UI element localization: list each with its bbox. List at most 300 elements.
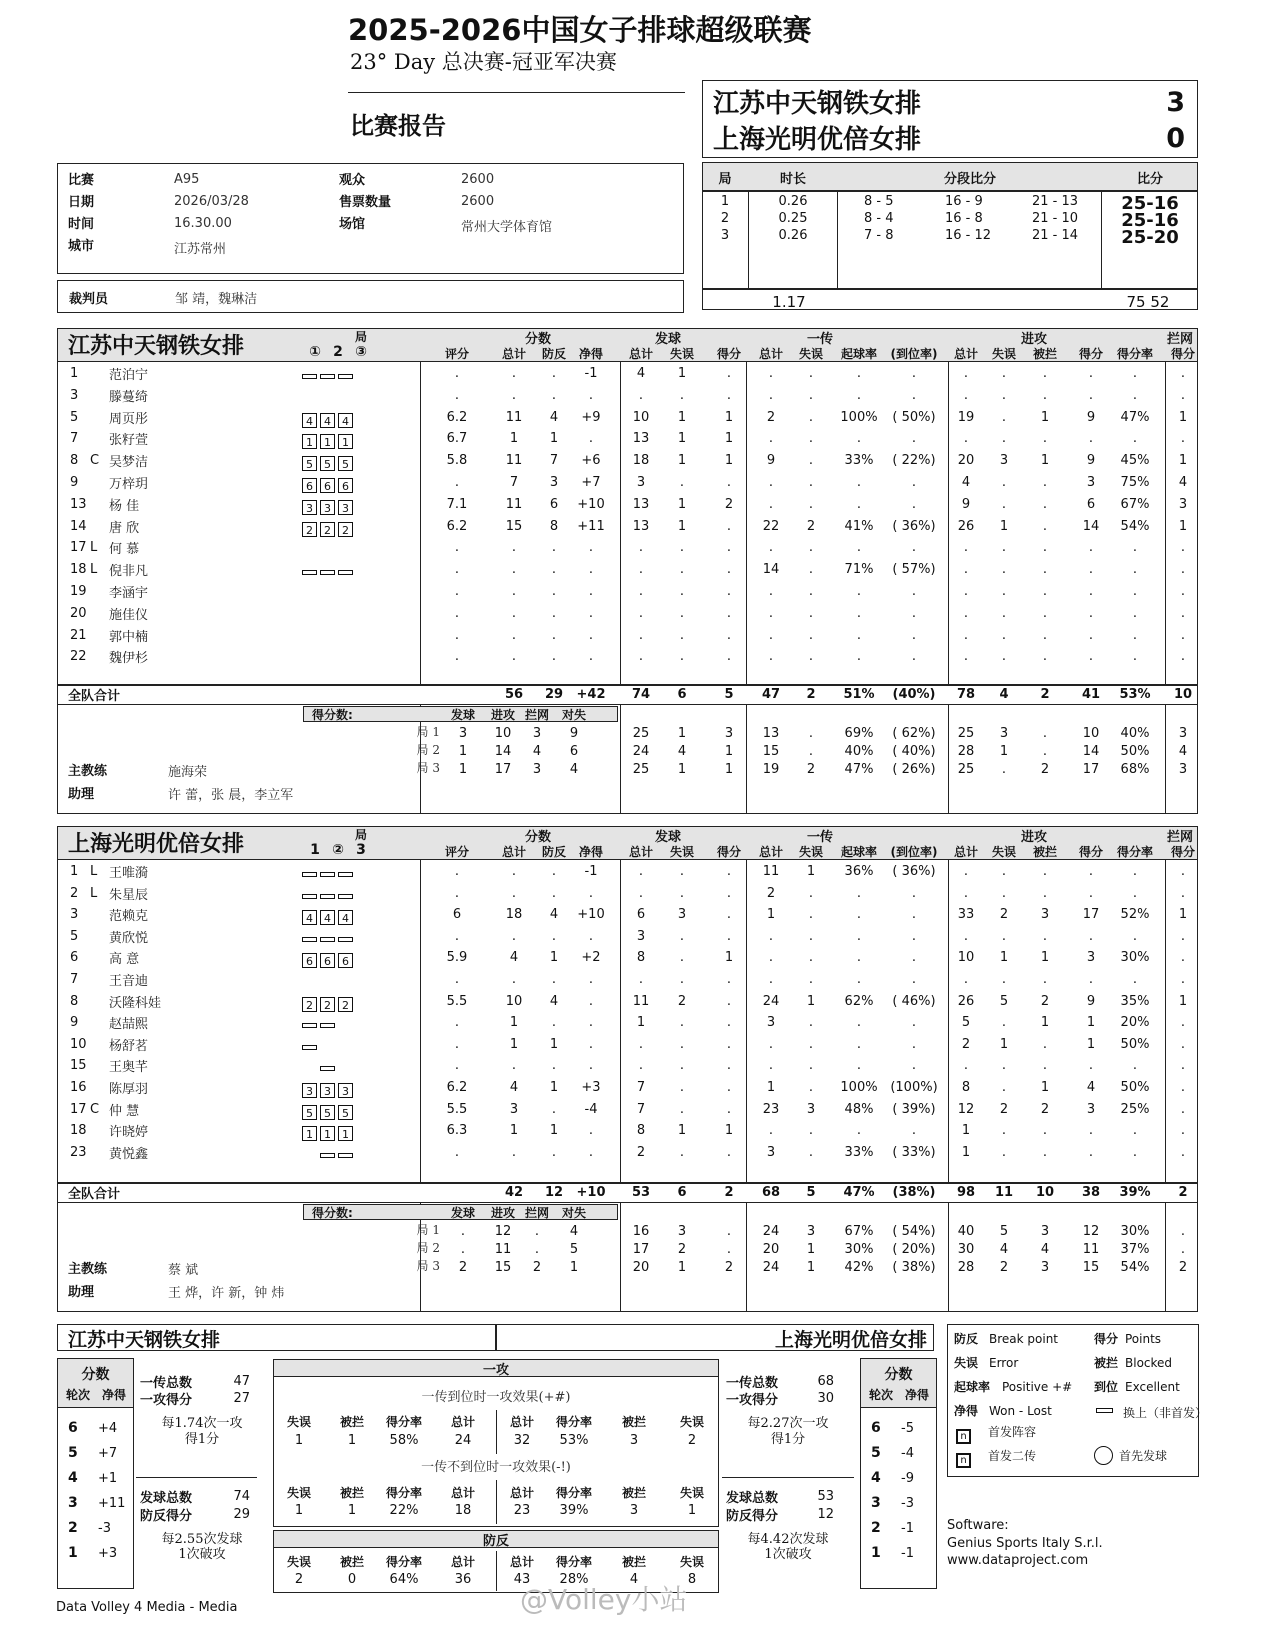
home-col-head: 得分 bbox=[1078, 347, 1103, 361]
away-total-label: 全队合计 bbox=[68, 1187, 121, 1202]
home-col-head: (到位率) bbox=[890, 347, 938, 361]
stat-cell: . bbox=[1042, 387, 1048, 403]
stat-cell: . bbox=[454, 475, 460, 490]
stat-cell: . bbox=[1180, 972, 1186, 987]
page-title: 2025-2026中国女子排球超级联赛 bbox=[348, 13, 812, 47]
player-number: 17 bbox=[70, 1101, 87, 1117]
home-col-head: 失误 bbox=[798, 347, 823, 361]
fa-head-right: 失误 bbox=[679, 1415, 704, 1429]
set-score: 25-20 bbox=[1121, 227, 1179, 248]
starting-position-box: 4 bbox=[338, 413, 353, 428]
stat-cell: . bbox=[911, 928, 917, 944]
stat-cell: 10 bbox=[632, 409, 650, 425]
stat-cell: . bbox=[911, 972, 917, 987]
info-value2: 2600 bbox=[461, 194, 495, 209]
stat-cell: . bbox=[1001, 627, 1007, 643]
stat-cell: . bbox=[1180, 366, 1186, 381]
stat-cell: . bbox=[638, 649, 644, 665]
stat-cell: . bbox=[808, 540, 814, 556]
set-stat-cell: 13 bbox=[762, 726, 780, 741]
substitute-icon bbox=[302, 1023, 317, 1028]
set-stat-cell: . bbox=[1042, 744, 1048, 759]
player-name: 王音迪 bbox=[109, 974, 149, 989]
software-url[interactable]: www.dataproject.com bbox=[947, 1553, 1089, 1568]
stat-cell: . bbox=[551, 649, 557, 665]
scoreby-cell: 1 bbox=[458, 762, 468, 777]
stat-cell: . bbox=[551, 1015, 557, 1031]
stat-cell: . bbox=[911, 540, 917, 556]
stat-cell: 1 bbox=[1178, 453, 1188, 469]
player-name: 施佳仪 bbox=[109, 607, 149, 623]
total-cell: +42 bbox=[576, 687, 606, 702]
stat-cell: 18 bbox=[632, 453, 650, 469]
starting-position-box: 4 bbox=[338, 910, 353, 925]
player-number: 17 bbox=[70, 540, 87, 556]
home-rec-total-label: 一传总数 bbox=[140, 1376, 193, 1391]
set-stat-cell: 2 bbox=[1040, 762, 1050, 777]
stat-cell: . bbox=[963, 627, 969, 643]
stat-cell: 1 bbox=[1040, 950, 1050, 966]
away-col-group-block: 拦网 bbox=[1166, 830, 1193, 845]
stat-cell: . bbox=[551, 1144, 557, 1160]
column-divider bbox=[420, 860, 421, 1182]
stat-cell: 6 bbox=[1086, 496, 1096, 512]
stat-cell: 1 bbox=[636, 1015, 646, 1031]
home-fa-label: 一攻得分 bbox=[140, 1393, 193, 1408]
stat-cell: . bbox=[768, 540, 774, 556]
stat-cell: . bbox=[768, 387, 774, 403]
stat-cell: . bbox=[856, 627, 862, 643]
scoreby-head: 对失 bbox=[561, 708, 586, 722]
stat-cell: . bbox=[1001, 1015, 1007, 1031]
player-number: 18 bbox=[70, 1123, 87, 1139]
stat-cell: . bbox=[679, 387, 685, 403]
stat-cell: 2 bbox=[1040, 993, 1050, 1009]
starting-position-box: 3 bbox=[338, 500, 353, 515]
stat-cell: . bbox=[768, 584, 774, 599]
stat-cell: . bbox=[588, 928, 594, 944]
column-divider bbox=[746, 1202, 747, 1312]
stat-cell: . bbox=[1042, 627, 1048, 643]
away-sets-won: 0 bbox=[1166, 123, 1185, 154]
stat-cell: 5.5 bbox=[446, 993, 468, 1009]
stat-cell: 1 bbox=[724, 453, 734, 469]
set-duration: 0.26 bbox=[778, 194, 808, 209]
away-tr-label: 防反得分 bbox=[726, 1509, 779, 1524]
column-divider bbox=[620, 704, 621, 814]
scoreby-cell: . bbox=[534, 1242, 540, 1257]
away-rec-total: 68 bbox=[817, 1374, 834, 1389]
set-stat-cell: 37% bbox=[1120, 1242, 1150, 1257]
set-stat-cell: 5 bbox=[999, 1224, 1009, 1239]
player-name: 黄悦鑫 bbox=[109, 1146, 149, 1162]
set-stat-cell: 25 bbox=[632, 762, 650, 777]
stat-cell: . bbox=[1042, 496, 1048, 512]
total-cell: 4 bbox=[999, 687, 1009, 702]
stat-cell: . bbox=[1001, 540, 1007, 556]
rotation-net: -1 bbox=[901, 1546, 914, 1561]
stat-cell: . bbox=[1088, 540, 1094, 556]
stat-cell: 6.2 bbox=[446, 409, 468, 425]
player-set-positions bbox=[302, 907, 356, 926]
tr-head-left: 总计 bbox=[450, 1555, 475, 1569]
set-stat-cell: 2 bbox=[724, 1260, 734, 1275]
away-total-top-line bbox=[57, 1182, 1198, 1184]
tr-head-left: 失误 bbox=[286, 1555, 311, 1569]
stat-cell: 4 bbox=[961, 475, 971, 490]
tr-cell-left: 36 bbox=[454, 1572, 472, 1587]
stat-cell: . bbox=[1042, 649, 1048, 665]
stat-cell: 1 bbox=[677, 1123, 687, 1139]
stat-cell: 24 bbox=[762, 993, 780, 1009]
stat-cell: 26 bbox=[957, 518, 975, 534]
home-col-head: 失误 bbox=[669, 347, 694, 361]
home-col-head: 得分 bbox=[1170, 347, 1195, 361]
stat-cell: +11 bbox=[577, 518, 605, 534]
stat-cell: . bbox=[808, 431, 814, 447]
stat-cell: . bbox=[963, 584, 969, 599]
player-number: 7 bbox=[70, 972, 79, 987]
stat-cell: . bbox=[726, 518, 732, 534]
tr-cell-right: 8 bbox=[687, 1572, 697, 1587]
home-set-mark: ③ bbox=[355, 344, 367, 360]
player-set-positions bbox=[302, 453, 356, 472]
stat-cell: 20% bbox=[1120, 1015, 1150, 1031]
stat-cell: 1 bbox=[677, 453, 687, 469]
stat-cell: 14 bbox=[1082, 518, 1100, 534]
starting-position-box: 3 bbox=[302, 500, 317, 515]
first-attack-sub2: 一传不到位时一攻效果(-!) bbox=[421, 1460, 571, 1475]
stat-cell: 1 bbox=[1040, 453, 1050, 469]
stat-cell: . bbox=[551, 366, 557, 381]
home-fa: 27 bbox=[233, 1391, 250, 1406]
stat-cell: 33 bbox=[957, 907, 975, 923]
home-srv-ratio: 每2.55次发球 bbox=[161, 1532, 243, 1547]
stat-cell: . bbox=[808, 972, 814, 987]
set-stat-cell: 3 bbox=[1040, 1224, 1050, 1239]
stat-cell: . bbox=[551, 605, 557, 621]
starting-position-box: 3 bbox=[320, 1083, 335, 1098]
info-value: 16.30.00 bbox=[174, 216, 232, 231]
stat-cell: . bbox=[511, 649, 517, 665]
set-stat-cell: 1 bbox=[677, 762, 687, 777]
player-set-positions bbox=[302, 410, 356, 429]
fa-head-right: 总计 bbox=[509, 1415, 534, 1429]
scoreby-cell: 3 bbox=[458, 726, 468, 741]
substitute-icon bbox=[320, 374, 335, 379]
player-number: 8 bbox=[70, 453, 79, 469]
stat-cell: 1 bbox=[961, 1144, 971, 1160]
stat-cell: . bbox=[551, 562, 557, 578]
starting-position-box: 1 bbox=[320, 1126, 335, 1141]
home-sets-won: 3 bbox=[1166, 87, 1185, 118]
set-stat-cell: . bbox=[726, 1224, 732, 1239]
set-partial-2: 16 - 9 bbox=[945, 194, 983, 209]
stat-cell: . bbox=[1132, 366, 1138, 381]
stat-cell: . bbox=[551, 972, 557, 987]
stat-cell: 41% bbox=[844, 518, 874, 534]
fa-cell-left: 24 bbox=[454, 1433, 472, 1448]
stat-cell: . bbox=[638, 972, 644, 987]
stat-cell: . bbox=[588, 1058, 594, 1074]
away-rotation-head-net: 净得 bbox=[904, 1388, 929, 1402]
stat-cell: . bbox=[1001, 387, 1007, 403]
stat-cell: . bbox=[1088, 605, 1094, 621]
stat-cell: . bbox=[963, 1058, 969, 1074]
set-stat-cell: 4 bbox=[677, 744, 687, 759]
stat-cell: 47% bbox=[1120, 409, 1150, 425]
player-set-positions bbox=[302, 584, 356, 603]
stat-cell: . bbox=[1180, 1036, 1186, 1052]
player-number: 21 bbox=[70, 627, 87, 643]
stat-cell: . bbox=[911, 387, 917, 403]
away-col-head: 失误 bbox=[798, 845, 823, 859]
scoreby-head: 拦网 bbox=[524, 708, 549, 722]
away-col-head: 得分 bbox=[716, 845, 741, 859]
stat-cell: 8 bbox=[636, 950, 646, 966]
set-stat-cell: ( 62%) bbox=[892, 726, 936, 741]
rotation-number: 1 bbox=[68, 1545, 78, 1561]
final-score-box bbox=[702, 80, 1198, 158]
column-divider bbox=[746, 362, 747, 684]
player-set-positions bbox=[302, 1123, 356, 1142]
stat-cell: . bbox=[768, 366, 774, 381]
fa-head-right: 总计 bbox=[509, 1486, 534, 1500]
legend-value: Positive +# bbox=[1002, 1380, 1073, 1394]
home-assist-names: 许 蕾，张 晨，李立军 bbox=[168, 788, 294, 803]
stat-cell: -4 bbox=[584, 1101, 598, 1117]
stat-cell: . bbox=[588, 1015, 594, 1031]
stat-cell: . bbox=[963, 366, 969, 381]
stat-cell: 2 bbox=[766, 885, 776, 901]
player-set-positions bbox=[302, 950, 356, 969]
stat-cell: 1 bbox=[724, 409, 734, 425]
stat-cell: . bbox=[588, 1123, 594, 1139]
tr-head-left: 被拦 bbox=[339, 1555, 364, 1569]
stat-cell: . bbox=[1180, 1015, 1186, 1031]
set-partial-1: 8 - 5 bbox=[864, 194, 894, 209]
rotation-number: 1 bbox=[871, 1545, 881, 1561]
stat-cell: 7 bbox=[636, 1080, 646, 1095]
away-col-head: 评分 bbox=[444, 845, 469, 859]
stat-cell: . bbox=[1180, 885, 1186, 901]
stat-cell: . bbox=[726, 972, 732, 987]
stat-cell: 1 bbox=[724, 431, 734, 447]
scoreby-cell: 4 bbox=[569, 1224, 579, 1239]
player-number: 2 bbox=[70, 885, 79, 901]
starting-position-box: 2 bbox=[320, 997, 335, 1012]
stat-cell: 3 bbox=[1040, 907, 1050, 923]
rotation-net: -4 bbox=[901, 1446, 914, 1461]
starting-position-box: 2 bbox=[320, 522, 335, 537]
stat-cell: . bbox=[454, 1015, 460, 1031]
stat-cell: 1 bbox=[549, 431, 559, 447]
stat-cell: . bbox=[1001, 864, 1007, 879]
stat-cell: . bbox=[1001, 649, 1007, 665]
stat-cell: 4 bbox=[549, 409, 559, 425]
stat-cell: 11 bbox=[505, 496, 523, 512]
set-stat-cell: 3 bbox=[1178, 762, 1188, 777]
set-stat-cell: 10 bbox=[1082, 726, 1100, 741]
stat-cell: 50% bbox=[1120, 1080, 1150, 1095]
player-set-positions bbox=[302, 388, 356, 407]
stat-cell: . bbox=[1042, 864, 1048, 879]
player-set-positions bbox=[302, 929, 356, 948]
player-role: L bbox=[90, 562, 98, 578]
stat-cell: . bbox=[726, 993, 732, 1009]
stat-cell: . bbox=[638, 627, 644, 643]
legend-key: 防反 bbox=[954, 1332, 979, 1346]
away-total-bottom-line bbox=[57, 1202, 1198, 1203]
set-stat-cell: 19 bbox=[762, 762, 780, 777]
info-label: 城市 bbox=[68, 239, 95, 254]
stat-cell: . bbox=[679, 605, 685, 621]
set-score: 25-16 bbox=[1121, 193, 1179, 214]
home-col-head: 总计 bbox=[501, 347, 526, 361]
set-stat-cell: 15 bbox=[762, 744, 780, 759]
away-srv-ratio: 每4.42次发球 bbox=[747, 1532, 829, 1547]
stat-cell: . bbox=[1180, 1101, 1186, 1117]
stat-cell: . bbox=[679, 540, 685, 556]
stat-cell: . bbox=[1001, 1123, 1007, 1139]
stat-cell: . bbox=[1001, 605, 1007, 621]
stat-cell: 3 bbox=[636, 475, 646, 490]
player-set-positions bbox=[302, 540, 356, 559]
starting-position-box: 6 bbox=[338, 953, 353, 968]
stat-cell: . bbox=[1088, 649, 1094, 665]
away-col-head: 得分 bbox=[1078, 845, 1103, 859]
legend-value: Break point bbox=[989, 1332, 1059, 1346]
substitute-icon bbox=[338, 872, 353, 877]
rotation-net: -3 bbox=[98, 1521, 111, 1536]
starting-position-box: 4 bbox=[302, 413, 317, 428]
substitute-icon bbox=[338, 937, 353, 942]
away-col-head: 总计 bbox=[953, 845, 978, 859]
set-stat-cell: 2 bbox=[806, 762, 816, 777]
tr-head-right: 被拦 bbox=[621, 1555, 646, 1569]
away-rotation-title: 分数 bbox=[884, 1367, 913, 1383]
legend-key2: 得分 bbox=[1094, 1332, 1119, 1346]
stat-cell: . bbox=[726, 1015, 732, 1031]
total-cell: 29 bbox=[544, 687, 564, 702]
set-row-label: 局 1 bbox=[416, 1223, 440, 1237]
stat-cell: . bbox=[588, 993, 594, 1009]
set-duration: 0.26 bbox=[778, 228, 808, 243]
stat-cell: ( 39%) bbox=[892, 1101, 936, 1117]
starting-position-box: 6 bbox=[302, 953, 317, 968]
stat-cell: 33% bbox=[844, 1144, 874, 1160]
starting-position-box: 6 bbox=[320, 478, 335, 493]
home-rec-ratio: 每1.74次一攻 bbox=[161, 1416, 243, 1431]
set-stat-cell: 25 bbox=[632, 726, 650, 741]
stat-cell: . bbox=[1001, 562, 1007, 578]
set-stat-cell: 54% bbox=[1120, 1260, 1150, 1275]
stat-cell: . bbox=[1088, 972, 1094, 987]
stat-cell: . bbox=[679, 1080, 685, 1095]
substitute-icon bbox=[302, 937, 317, 942]
stat-cell: . bbox=[588, 972, 594, 987]
stat-cell: . bbox=[856, 907, 862, 923]
stat-cell: . bbox=[768, 605, 774, 621]
home-col-head: 净得 bbox=[578, 347, 603, 361]
away-col-head: 净得 bbox=[578, 845, 603, 859]
scoreby-cell: 14 bbox=[494, 744, 512, 759]
stat-cell: . bbox=[808, 1058, 814, 1074]
referee-label: 裁判员 bbox=[69, 292, 109, 307]
stat-cell: 7 bbox=[509, 475, 519, 490]
away-rotation-head-rot: 轮次 bbox=[868, 1388, 893, 1402]
player-name: 王奥芊 bbox=[109, 1060, 149, 1076]
rotation-net: +3 bbox=[98, 1546, 118, 1561]
scoreby-cell: 4 bbox=[532, 744, 542, 759]
total-cell: (40%) bbox=[892, 687, 936, 702]
stat-cell: . bbox=[1001, 496, 1007, 512]
player-name: 陈厚羽 bbox=[109, 1082, 149, 1097]
column-divider bbox=[1165, 860, 1166, 1182]
home-col-head: 总计 bbox=[758, 347, 783, 361]
stat-cell: . bbox=[726, 1101, 732, 1117]
home-srv-ratio2: 1次破攻 bbox=[178, 1547, 226, 1562]
stat-cell: . bbox=[1132, 885, 1138, 901]
fa-cell-right: 1 bbox=[687, 1503, 697, 1518]
stat-cell: . bbox=[1042, 605, 1048, 621]
set-stat-cell: 2 bbox=[1178, 1260, 1188, 1275]
player-number: 19 bbox=[70, 584, 87, 599]
stat-cell: . bbox=[588, 649, 594, 665]
stat-cell: . bbox=[1001, 431, 1007, 447]
player-number: 14 bbox=[70, 518, 87, 534]
fa-head-left: 总计 bbox=[450, 1486, 475, 1500]
set-stat-cell: 3 bbox=[724, 726, 734, 741]
set-partial-3: 21 - 13 bbox=[1032, 194, 1079, 209]
stat-cell: . bbox=[808, 1144, 814, 1160]
scoreby-head: 发球 bbox=[450, 1206, 475, 1220]
stat-cell: . bbox=[911, 431, 917, 447]
stat-cell: . bbox=[1180, 1123, 1186, 1139]
stat-cell: . bbox=[726, 928, 732, 944]
sets-head-score: 比分 bbox=[1136, 172, 1163, 187]
stat-cell: . bbox=[911, 475, 917, 490]
stat-cell: 8 bbox=[961, 1080, 971, 1095]
legend-first-serve: 首先发球 bbox=[1119, 1449, 1168, 1463]
player-name: 滕蔓绮 bbox=[109, 389, 149, 405]
scoreby-cell: . bbox=[460, 1224, 466, 1239]
rotation-net: +1 bbox=[98, 1471, 118, 1486]
software-label: Software: bbox=[947, 1518, 1009, 1533]
stat-cell: . bbox=[1088, 584, 1094, 599]
tr-head-right: 总计 bbox=[509, 1555, 534, 1569]
first-attack-title: 一攻 bbox=[482, 1363, 509, 1378]
stat-cell: . bbox=[726, 627, 732, 643]
set-stat-cell: 25 bbox=[957, 726, 975, 741]
scoreby-cell: 15 bbox=[494, 1260, 512, 1275]
stat-cell: . bbox=[1088, 1058, 1094, 1074]
fa-head-right: 失误 bbox=[679, 1486, 704, 1500]
player-number: 22 bbox=[70, 649, 87, 665]
away-col-head: (到位率) bbox=[890, 845, 938, 859]
info-label2: 观众 bbox=[339, 173, 366, 188]
fa-cell-left: 58% bbox=[389, 1433, 419, 1448]
stat-cell: . bbox=[588, 605, 594, 621]
total-cell: 41 bbox=[1081, 687, 1101, 702]
stat-cell: 5 bbox=[999, 993, 1009, 1009]
fa-cell-left: 1 bbox=[347, 1503, 357, 1518]
set-stat-cell: 24 bbox=[762, 1224, 780, 1239]
player-name: 王唯漪 bbox=[109, 866, 149, 881]
stat-cell: (100%) bbox=[890, 1080, 938, 1095]
stat-cell: 1 bbox=[1178, 907, 1188, 923]
stat-cell: 26 bbox=[957, 993, 975, 1009]
